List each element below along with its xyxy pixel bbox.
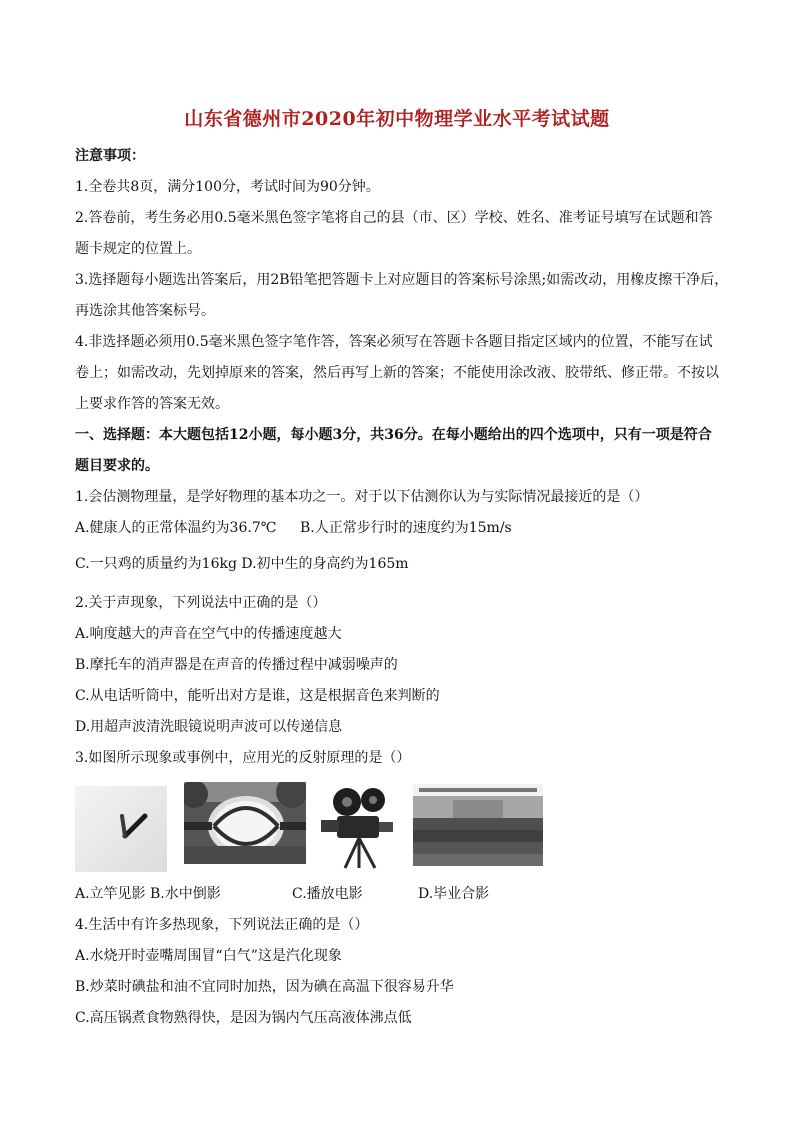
- notes-line: 1.全卷共8页，满分100分，考试时间为90分钟。: [75, 179, 380, 195]
- question-4-option-c: C.高压锅煮食物熟得快，是因为锅内气压高液体沸点低: [75, 1010, 412, 1026]
- exam-title: 山东省德州市2020年初中物理学业水平考试试题: [184, 108, 610, 130]
- question-3-option-d: D.毕业合影: [418, 886, 490, 902]
- question-1-option-b: B.人正常步行时的速度约为15m/s: [300, 520, 512, 536]
- question-4-option-a: A.水烧开时壶嘴周围冒“白气”这是汽化现象: [75, 948, 342, 964]
- notes-heading: 注意事项：: [75, 148, 145, 164]
- question-3-stem: 3.如图所示现象或事例中，应用光的反射原理的是（）: [75, 750, 411, 766]
- question-2-option-d: D.用超声波清洗眼镜说明声波可以传递信息: [75, 719, 343, 735]
- graduation-photo-image: [413, 784, 543, 866]
- pole-shadow-image: [75, 786, 167, 872]
- question-1-option-a: A.健康人的正常体温约为36.7℃: [75, 520, 277, 536]
- question-2-stem: 2.关于声现象，下列说法中正确的是（）: [75, 595, 327, 611]
- notes-line: 4.非选择题必须用0.5毫米黑色签字笔作答，答案必须写在答题卡各题目指定区域内的位置，不能写在试: [75, 334, 713, 350]
- question-3-options-ab: A.立竿见影 B.水中倒影: [75, 886, 221, 902]
- notes-line: 题卡规定的位置上。: [75, 241, 201, 257]
- notes-line: 卷上；如需改动，先划掉原来的答案，然后再写上新的答案；不能使用涂改液、胶带纸、修正带。不按以: [75, 365, 719, 381]
- question-1-options-cd: C.一只鸡的质量约为16kg D.初中生的身高约为165m: [75, 556, 409, 572]
- question-2-option-b: B.摩托车的消声器是在声音的传播过程中减弱噪声的: [75, 657, 398, 673]
- question-4-option-b: B.炒菜时碘盐和油不宜同时加热，因为碘在高温下很容易升华: [75, 979, 454, 995]
- film-projector-image: [315, 784, 405, 870]
- bridge-reflection-image: [184, 782, 306, 864]
- notes-line: 再选涂其他答案标号。: [75, 303, 215, 319]
- question-2-option-a: A.响度越大的声音在空气中的传播速度越大: [75, 626, 342, 642]
- notes-line: 上要求作答的答案无效。: [75, 396, 229, 412]
- section-heading: 题目要求的。: [75, 458, 159, 474]
- question-1-stem: 1.会估测物理量，是学好物理的基本功之一。对于以下估测你认为与实际情况最接近的是（）: [75, 489, 649, 505]
- question-4-stem: 4.生活中有许多热现象，下列说法正确的是（）: [75, 917, 369, 933]
- notes-line: 3.选择题每小题选出答案后，用2B铅笔把答题卡上对应题目的答案标号涂黑;如需改动，用橡皮擦干净后，: [75, 272, 729, 288]
- question-3-option-c: C.播放电影: [292, 886, 363, 902]
- question-3-figures: [75, 782, 725, 872]
- question-2-option-c: C.从电话听筒中，能听出对方是谁，这是根据音色来判断的: [75, 688, 440, 704]
- section-heading: 一、选择题：本大题包括12小题，每小题3分，共36分。在每小题给出的四个选项中，只有一项是符合: [75, 427, 712, 443]
- notes-line: 2.答卷前，考生务必用0.5毫米黑色签字笔将自己的县（市、区）学校、姓名、准考证号填写在试题和答: [75, 210, 713, 226]
